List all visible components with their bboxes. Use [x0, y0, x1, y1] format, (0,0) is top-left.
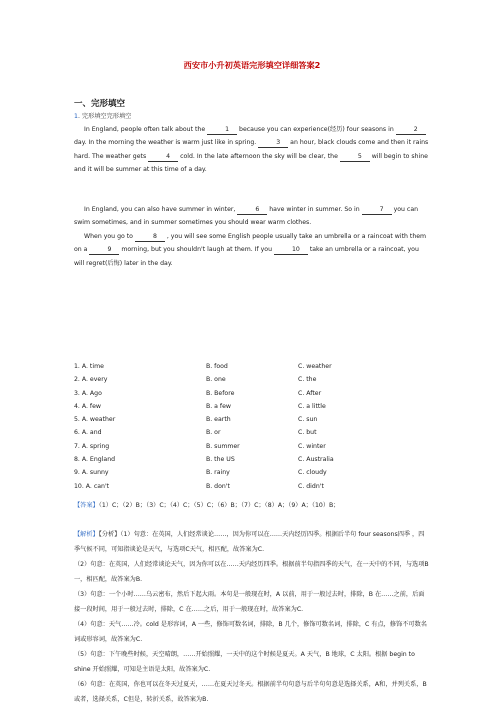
option-a: 5. A. weather	[74, 416, 116, 424]
option-c: C. After	[298, 389, 322, 397]
option-b: B. the US	[206, 456, 235, 464]
option-c: C. winter	[298, 442, 326, 450]
answer-block	[74, 499, 430, 512]
option-b: B. Before	[206, 389, 235, 397]
passage-text: In England, you can also have summer in winter,	[84, 206, 236, 213]
option-b: B. food	[206, 363, 228, 370]
option-b: B. a few	[206, 402, 231, 410]
passage-text: day. In the morning the weather is warm just like in spring.	[74, 139, 257, 147]
option-b: B. don't	[206, 482, 230, 490]
option-b: B. or	[206, 429, 221, 437]
blank-3: 3	[258, 138, 288, 148]
passage-text: When you go to	[84, 233, 133, 240]
blank-9: 9	[89, 245, 119, 255]
passage-text: you can swim sometimes, and in summer sometimes you should wear warm clothes.	[74, 206, 419, 227]
page-title: 西安市小升初英语完形填空详细答案2	[183, 60, 321, 70]
answer-tag: 【答案】	[74, 502, 99, 509]
analysis-line	[74, 527, 430, 557]
option-row	[74, 443, 430, 456]
option-a: 4. A. few	[74, 402, 101, 410]
passage-paragraph-1	[74, 123, 430, 177]
blank-7: 7	[362, 205, 392, 215]
option-c: C. the	[298, 376, 317, 384]
option-row	[74, 416, 430, 429]
option-c: C. Australia	[298, 456, 334, 464]
option-row	[74, 483, 430, 496]
passage-text: an hour, black clouds come and then it rains hard. The weather gets	[74, 139, 429, 160]
passage-text: morning, but you shouldn't laugh at them. If you	[121, 246, 272, 254]
option-c: C. weather	[298, 363, 332, 370]
option-a: 3. A. Ago	[74, 389, 102, 397]
passage-text: , you will see some English people usually take an umbrella or a raincoat with them on a	[74, 233, 427, 254]
option-a: 2. A. every	[74, 376, 108, 384]
option-c: C. a little	[298, 402, 326, 410]
option-row	[74, 469, 430, 482]
passage-paragraph-3	[74, 230, 430, 270]
blank-6: 6	[237, 205, 267, 215]
question-number-dot: .	[77, 113, 80, 120]
analysis-line: （6）句意：在英国，你也可以在冬天过夏天，……在夏天过冬天。根据前半句句意与后半句句意是选择关系，A和，并列关系，B或者，选择关系，C但是，转折关系，故答案为B.	[74, 681, 427, 703]
option-a: 8. A. England	[74, 456, 116, 464]
option-row	[74, 363, 430, 376]
blank-5: 5	[340, 152, 370, 162]
option-row	[74, 390, 430, 403]
option-row	[74, 403, 430, 416]
analysis-text: 【分析】（1）句意：在英国，人们经常谈论……，因为你可以在……天内经历四季。根据后半句 four seasons四季 ，四季气候不同，可知指谈论是天气，与选项C天气，相匹配，故答案为C.	[74, 531, 425, 553]
option-b: B. earth	[206, 416, 231, 424]
option-row	[74, 376, 430, 389]
option-row	[74, 429, 430, 442]
blank-2: 2	[396, 125, 426, 135]
passage-text: because you can experience(经历) four seasons in	[239, 126, 394, 133]
option-c: C. didn't	[298, 482, 324, 490]
analysis-line: （5）句意：下午晚些时候，天空晴朗，……开始照耀，一天中的这个时候是夏天。A 天气，B 地球，C 太阳。根据 begin to shine 开始照耀，可知是主语是太阳，故答案为C.	[74, 651, 415, 673]
option-b: B. one	[206, 376, 226, 384]
options-table	[74, 363, 430, 496]
option-c: C. sun	[298, 416, 318, 424]
blank-1: 1	[207, 125, 237, 135]
passage-paragraph-2	[74, 203, 430, 230]
question-number: 1	[74, 113, 78, 120]
analysis-line: （4）句意：天气……冷。cold 是形容词，A 一些，修饰可数名词，排除，B 几个，修饰可数名词，排除，C 有点，修饰不可数名词或形容词，故答案为C.	[74, 621, 427, 643]
section-heading: 一、完形填空	[74, 99, 126, 109]
passage-text: cold. In the late afternoon the sky will be clear, the	[180, 152, 338, 160]
blank-4: 4	[148, 152, 178, 162]
option-row	[74, 456, 430, 469]
option-b: B. summer	[206, 442, 240, 450]
option-a: 7. A. spring	[74, 442, 110, 450]
option-b: B. rainy	[206, 469, 230, 477]
passage-text: will begin to shine and it will be summer at this time of a day.	[74, 152, 428, 174]
analysis-line: （2）句意：在英国，人们经常谈论天气，因为你可以在……天内经历四季。根据前半句指四季的天气，在一天中的不同，与选项B一，相匹配，故答案为B.	[74, 561, 429, 583]
analysis-tag: 【解析】	[74, 531, 99, 538]
analysis-block	[74, 527, 430, 707]
option-c: C. but	[298, 429, 317, 437]
subsection-text: 完形填空完形填空	[81, 113, 132, 120]
subsection-heading	[74, 111, 131, 120]
analysis-line: （3）句意：一个小时……乌云密布，然后下起大雨。本句是一般现在时，A 以前，用于一般过去时，排除，B 在……之前，后面接一段时间，用于一般过去时，排除，C 在……之后，用于一般现在时，故答案为C.	[74, 591, 425, 613]
option-a: 6. A. and	[74, 429, 102, 437]
option-c: C. cloudy	[298, 469, 327, 477]
passage-text: have winter in summer. So in	[269, 206, 360, 213]
option-a: 10. A. can't	[74, 482, 110, 490]
blank-8: 8	[135, 232, 165, 242]
answer-text: （1）C；（2）B；（3）C；（4）C；（5）C；（6）B；（7）C；（8）A；（9）A；（10）B；	[98, 502, 340, 509]
passage-text: take an umbrella or a raincoat, you will regret(后悔) later in the day.	[74, 246, 419, 267]
passage-text: In England, people often talk about the	[84, 126, 206, 133]
blank-10: 10	[274, 245, 308, 255]
option-a: 9. A. sunny	[74, 469, 109, 477]
option-a: 1. A. time	[74, 363, 104, 370]
